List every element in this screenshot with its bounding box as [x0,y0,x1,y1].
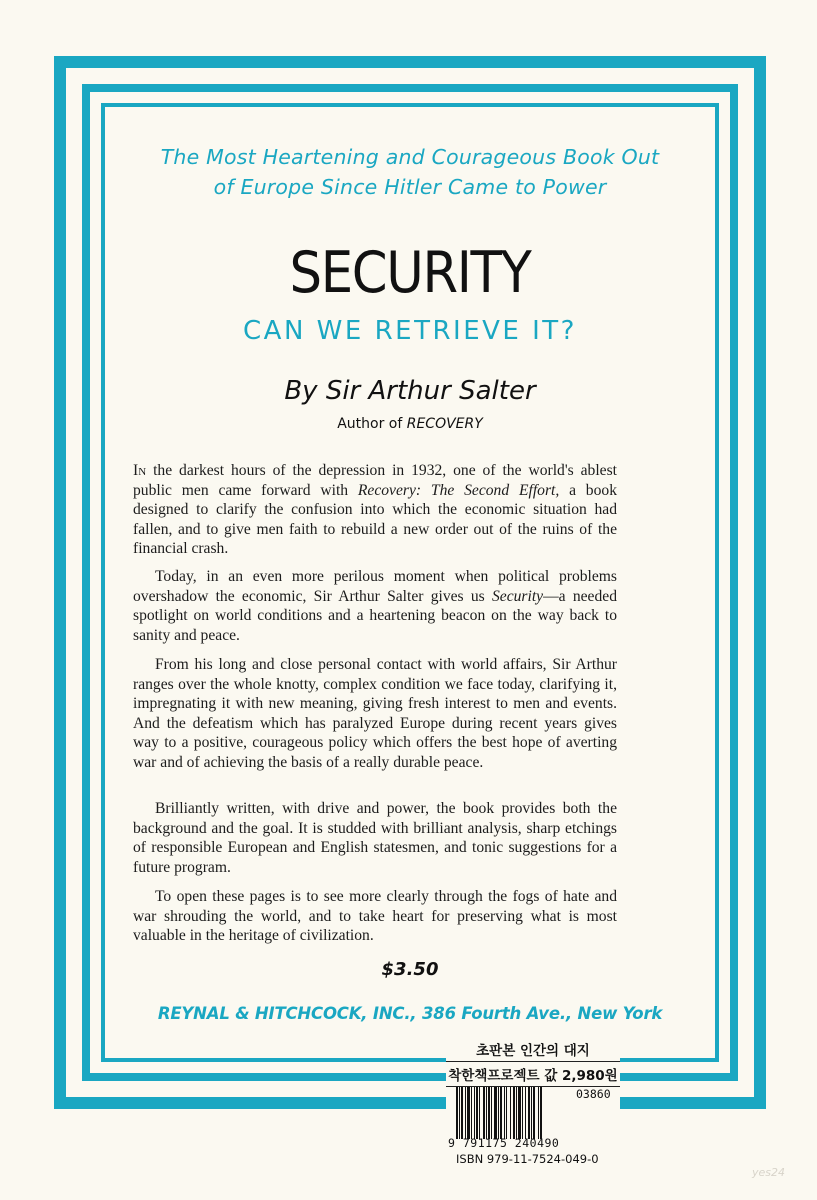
barcode-bar [479,1087,480,1139]
barcode-bar [467,1087,470,1139]
blurb-paragraph-3: From his long and close personal contact with world affairs, Sir Arthur ranges over the whole knotty, complex condition we face today, clarifying it, impregnating it with new meaning, giving fresh interest to men and events. And the defeatism which has paralyzed Europe during recent years gives way to a positive, courageous policy which offers the best hope of averting war and of achieving the basis of a really durable peace. [133,656,617,771]
author-of-prefix: Author of [337,416,403,432]
korean-edition-title: 초판본 인간의 대지 [476,1043,590,1059]
tagline-line-1: The Most Heartening and Courageous Book Out [160,145,660,169]
barcode-bar [531,1087,532,1139]
blurb-paragraph-5: To open these pages is to see more clearly through the fogs of hate and war shrouding the world, and to take heart for preserving what is most valuable in the heritage of civilization. [133,888,617,944]
barcode-bar [506,1087,507,1139]
blurb-paragraph-2 [133,567,617,645]
price: $3.50 [381,959,439,980]
book-reference-recovery: Recovery: The Second Effort, [357,481,560,499]
barcode-bar [498,1087,499,1139]
barcode-block [446,1035,620,1166]
author-of-line [110,416,710,432]
barcode-bar [465,1087,466,1139]
barcode-bar [461,1087,463,1139]
barcode-bar [476,1087,478,1139]
blurb-paragraph-1 [133,461,617,559]
barcode-bar [491,1087,492,1139]
barcode-bar [510,1087,511,1139]
barcode-bar [525,1087,526,1139]
author-of-book: RECOVERY [406,416,483,432]
barcode-bar [504,1087,505,1139]
book-reference-security: Security [491,587,544,605]
barcode-bar [522,1087,523,1139]
barcode-bar [456,1087,458,1139]
blurb-paragraph-4: Brilliantly written, with drive and power, the book provides both the background and the goal. It is studded with brilliant analysis, sharp etchings of responsible European and English statesmen, and tonic suggestions for a future program. [133,800,617,876]
barcode-bar [533,1087,535,1139]
barcode-bar [518,1087,521,1139]
korean-publisher-price: 착한책프로젝트 값 2,980원 [446,1061,620,1087]
barcode-addon: 03860 [576,1087,611,1101]
blurb-p1-b: a book designed to clarify the confusion into which the economic situation had fallen, and to give men faith to rebuild a new order out of the ruins of the financial crash. [133,481,617,557]
barcode-bar [500,1087,502,1139]
publisher-line: REYNAL & HITCHCOCK, INC., 386 Fourth Ave., New York [157,1004,663,1023]
barcode-bar [538,1087,539,1139]
drop-word: In [133,462,147,479]
barcode-bar [516,1087,517,1139]
blurb-p2-a: Today, in an even more perilous moment when political problems overshadow the economic, Sir Arthur Salter gives us [133,568,617,605]
barcode-bar [528,1087,530,1139]
barcode-bar [494,1087,497,1139]
barcode-bar [486,1087,487,1139]
tagline-line-2: of Europe Since Hitler Came to Power [213,175,607,199]
isbn-number: ISBN 979-11-7524-049-0 [456,1152,599,1166]
book-title: SECURITY [289,240,531,306]
byline: By Sir Arthur Salter [284,376,536,406]
barcode-bar [471,1087,472,1139]
barcode-bars [456,1087,576,1139]
barcode-bar [459,1087,460,1139]
book-subtitle: CAN WE RETRIEVE IT? [243,316,577,346]
watermark-logo: yes24 [752,1166,786,1179]
barcode-bar [483,1087,485,1139]
barcode-bar [488,1087,490,1139]
barcode-bar [540,1087,542,1139]
blurb-p2-b: —a needed spotlight on world conditions and a heartening beacon on the way back to sanity and peace. [133,587,617,644]
barcode-bar [474,1087,475,1139]
barcode-bar [513,1087,515,1139]
barcode-digits: 9 791175 240490 [448,1136,560,1150]
blurb-p1-a: the darkest hours of the depression in 1932, one of the world's ablest public men came forward with [133,462,617,499]
